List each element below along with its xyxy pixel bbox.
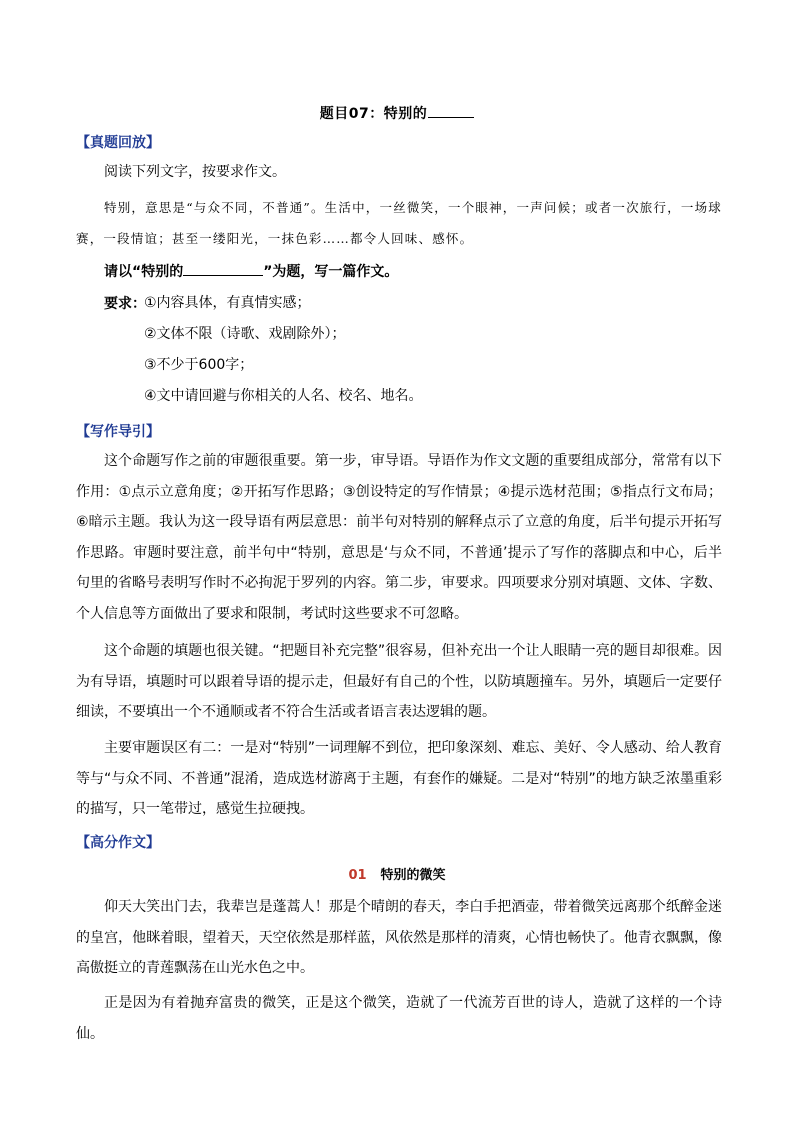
requirement-item: ②文体不限（诗歌、戏剧除外）； — [144, 326, 346, 342]
essay-title-text: 特别的微笑 — [380, 868, 446, 883]
section-heading-xiezuo: 【写作导引】 — [76, 424, 160, 440]
page-title — [0, 103, 794, 123]
section-heading-gaofen: 【高分作文】 — [76, 835, 160, 851]
requirement-item: ①内容具体，有真情实感； — [144, 295, 311, 311]
zhenti-intro: 阅读下列文字，按要求作文。 — [104, 164, 286, 180]
requirement-item: ④文中请回避与你相关的人名、校名、地名。 — [144, 388, 423, 404]
prompt-blank-line — [183, 263, 263, 276]
essay-paragraph-2: 正是因为有着抛弃富贵的微笑，正是这个微笑，造就了一代流芳百世的诗人，造就了这样的一个诗仙。 — [76, 995, 722, 1042]
zhenti-prompt — [76, 257, 722, 288]
requirement-item: ③不少于600字； — [144, 357, 254, 373]
xiezuo-paragraph-3: 主要审题误区有二：一是对“特别”一词理解不到位，把印象深刻、难忘、美好、令人感动、给人教育等与“与众不同、不普通”混淆，造成选材游离于主题，有套作的嫌疑。二是对“特别”的地方缺乏浓墨重彩的描写，只一笔带过，感觉生拉硬拽。 — [76, 740, 722, 817]
xiezuo-paragraph-2: 这个命题的填题也很关键。“把题目补充完整”很容易，但补充出一个让人眼睛一亮的题目却很难。因为有导语，填题时可以跟着导语的提示走，但最好有自己的个性，以防填题撞车。另外，填题后一定要仔细读，不要填出一个不通顺或者不符合生活或者语言表达逻辑的题。 — [76, 643, 722, 720]
requirements-label: 要求： — [104, 296, 146, 312]
page-title-text: 题目07：特别的 — [319, 106, 428, 122]
essay-title — [0, 864, 794, 883]
essay-paragraph-1: 仰天大笑出门去，我辈岂是蓬蒿人！那是个晴朗的春天，李白手把酒壶，带着微笑远离那个纸醉金迷的皇宫，他眯着眼，望着天，天空依然是那样蓝，风依然是那样的清爽，心情也畅快了。他青衣飘飘，像高傲挺立的青莲飘荡在山光水色之中。 — [76, 899, 722, 976]
section-heading-zhenti: 【真题回放】 — [76, 135, 160, 151]
prompt-before: 请以“特别的 — [104, 264, 184, 280]
title-blank-line — [428, 105, 474, 118]
zhenti-passage: 特别，意思是“与众不同，不普通”。生活中，一丝微笑，一个眼神，一声问候；或者一次旅行，一场球赛，一段情谊；甚至一缕阳光，一抹色彩……都令人回味、感怀。 — [76, 200, 722, 246]
essay-number: 01 — [348, 868, 367, 883]
xiezuo-paragraph-1: 这个命题写作之前的审题很重要。第一步，审导语。导语作为作文文题的重要组成部分，常常有以下作用：①点示立意角度；②开拓写作思路；③创设特定的写作情景；④提示选材范围；⑤指点行文布局；⑥暗示主题。我认为这一段导语有两层意思：前半句对特别的解释点示了立意的角度，后半句提示开拓写作思路。审题时要注意，前半句中“特别，意思是‘与众不同，不普通’提示了写作的落脚点和中心，后半句里的省略号表明写作时不必拘泥于罗列的内容。第二步，审要求。四项要求分别对填题、文体、字数、个人信息等方面做出了要求和限制，考试时这些要求不可忽略。 — [76, 453, 722, 622]
prompt-after: ”为题，写一篇作文。 — [263, 264, 399, 280]
